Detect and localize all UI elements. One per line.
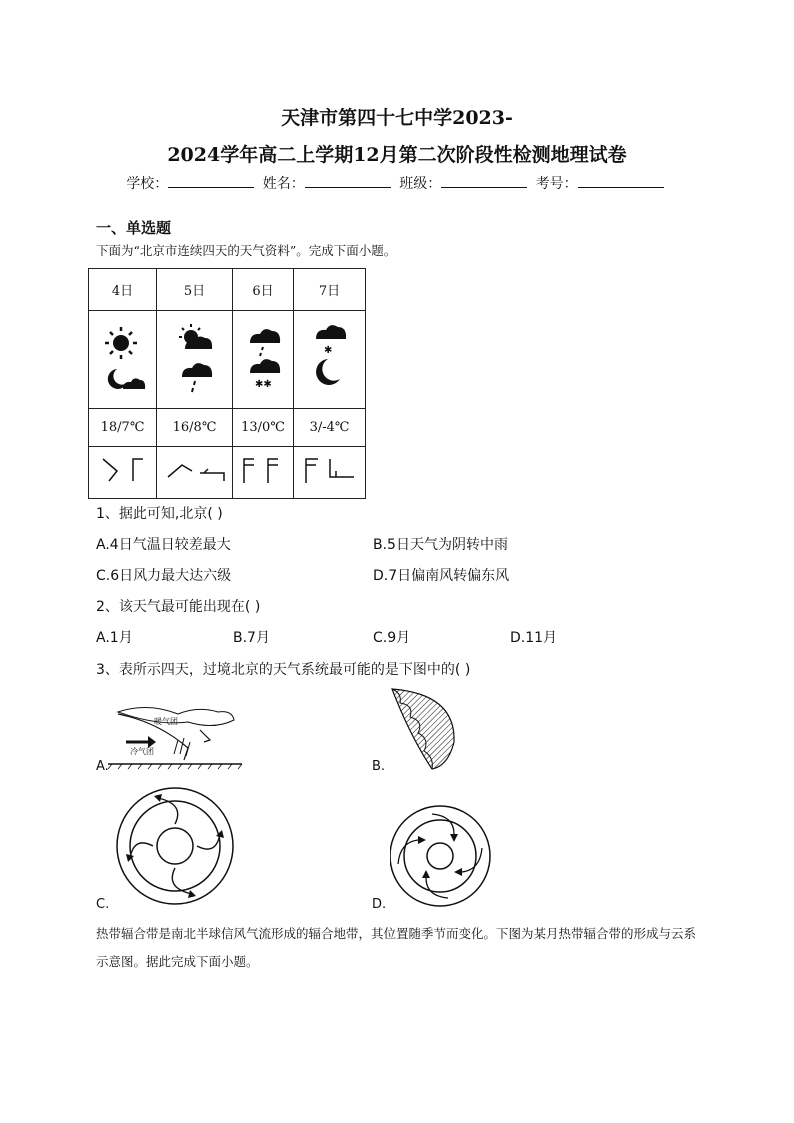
number-label: 考号： <box>535 176 578 192</box>
number-blank[interactable] <box>578 174 664 188</box>
class-label: 班级： <box>399 176 442 192</box>
q1-option-d[interactable]: D.7日偏南风转偏东风 <box>373 568 510 584</box>
wind-barb-icon <box>234 451 292 491</box>
temp-cell: 13/0℃ <box>233 409 294 447</box>
name-label: 姓名： <box>262 176 305 192</box>
class-blank[interactable] <box>441 174 527 188</box>
anticyclone-circles-figure-d <box>390 800 494 912</box>
name-blank[interactable] <box>305 174 391 188</box>
q3-option-b[interactable]: B. <box>372 759 386 774</box>
section-heading: 一、单选题 <box>96 219 172 237</box>
wind-cell <box>89 447 157 499</box>
title-line-2: 2024学年高二上学期12月第二次阶段性检测地理试卷 <box>167 144 627 166</box>
q2-option-a[interactable]: A.1月 <box>96 630 133 646</box>
q3-option-a[interactable]: A. <box>96 759 109 774</box>
temp-cell: 16/8℃ <box>157 409 233 447</box>
student-info <box>0 173 794 193</box>
cold-air-label: 冷气团 <box>130 747 154 756</box>
wind-barb-icon <box>93 451 153 491</box>
intro-text: 下面为“北京市连续四天的天气资料”。完成下面小题。 <box>96 243 397 258</box>
q2-option-c[interactable]: C.9月 <box>373 630 411 646</box>
weather-table <box>88 268 366 499</box>
day-cell: 5日 <box>157 269 233 311</box>
day-cell: 7日 <box>294 269 366 311</box>
svg-text:✱✱: ✱✱ <box>255 378 272 390</box>
wind-barb-icon <box>296 451 364 491</box>
q3-stem: 3、表所示四天，过境北京的天气系统最可能的是下图中的( ) <box>96 662 471 678</box>
cyclone-circles-figure-c <box>110 784 240 908</box>
temp-cell: 3/-4℃ <box>294 409 366 447</box>
day-cell: 4日 <box>89 269 157 311</box>
temp-cell: 18/7℃ <box>89 409 157 447</box>
school-blank[interactable] <box>168 174 254 188</box>
sun-cloud-rain-icon <box>165 313 225 403</box>
weather-icon-cell <box>294 311 366 409</box>
q1-option-b[interactable]: B.5日天气为阴转中雨 <box>373 537 508 553</box>
school-label: 学校： <box>126 176 169 192</box>
svg-text:✱: ✱ <box>323 344 332 356</box>
q2-option-b[interactable]: B.7月 <box>233 630 270 646</box>
q2-option-d[interactable]: D.11月 <box>510 630 558 646</box>
q1-option-a[interactable]: A.4日气温日较差最大 <box>96 537 231 553</box>
q2-stem: 2、该天气最可能出现在( ) <box>96 599 261 615</box>
day-cell: 6日 <box>233 269 294 311</box>
title-line-1: 天津市第四十七中学2023- <box>281 107 513 129</box>
wind-barb-icon <box>160 451 230 491</box>
crescent-hatched-figure <box>386 686 460 772</box>
q1-stem: 1、据此可知,北京( ) <box>96 506 223 522</box>
wind-cell <box>233 447 294 499</box>
wind-cell <box>157 447 233 499</box>
sun-moon-cloud-icon <box>93 313 153 403</box>
warm-air-label: 暖气团 <box>154 717 178 726</box>
wind-cell <box>294 447 366 499</box>
cloud-snow-moon-icon <box>300 313 360 403</box>
weather-icon-cell <box>233 311 294 409</box>
q3-option-c[interactable]: C. <box>96 897 110 912</box>
front-diagram-figure <box>108 698 248 770</box>
cloud-rain-snow-icon <box>238 313 288 403</box>
q3-option-d[interactable]: D. <box>372 897 387 912</box>
q1-option-c[interactable]: C.6日风力最大达六级 <box>96 568 232 584</box>
weather-icon-cell <box>157 311 233 409</box>
passage-text: 热带辐合带是南北半球信风气流形成的辐合地带，其位置随季节而变化。下图为某月热带辐合带的形成与云系示意图。据此完成下面小题。 <box>96 926 697 969</box>
weather-icon-cell <box>89 311 157 409</box>
